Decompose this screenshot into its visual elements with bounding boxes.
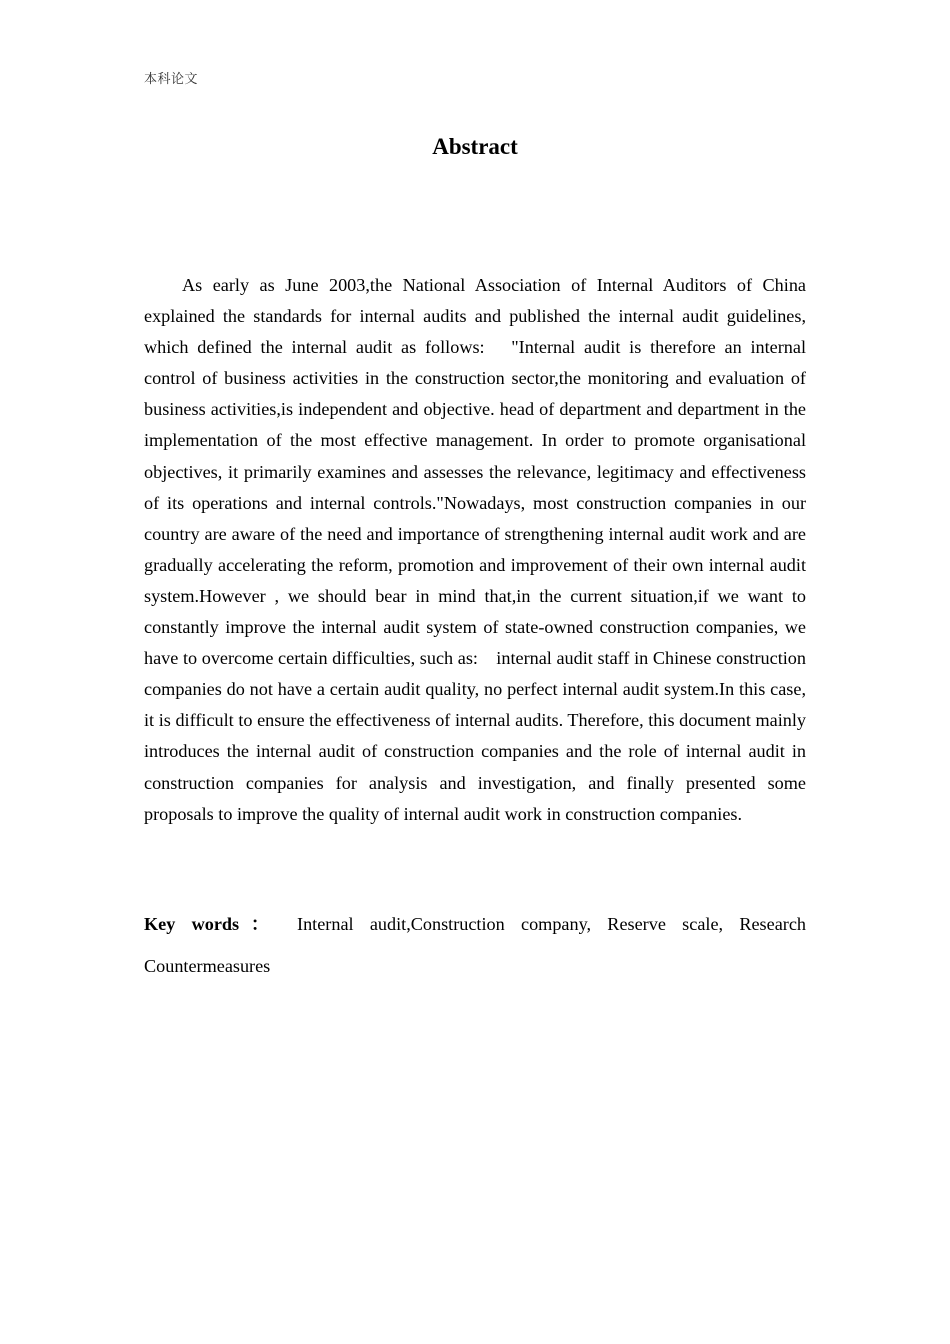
abstract-body: As early as June 2003,the National Association of Internal Auditors of China explained the standards for internal audits and published the internal audit guidelines, which defined the internal audit as follows: "Internal audit is therefore an internal control of business activities in the construction sector,the monitoring and evaluation of business activities,is independent and objective. head of department and department in the implementation of the most effective management. In order to promote organisational objectives, it primarily examines and assesses the relevance, legitimacy and effectiveness of its operations and internal controls."Nowadays, most construction companies in our country are aware of the need and importance of strengthening internal audit work and are gradually accelerating the reform, promotion and improvement of their own internal audit system.However , we should bear in mind that,in the current situation,if we want to constantly improve the internal audit system of state-owned construction companies, we have to overcome certain difficulties, such as: internal audit staff in Chinese construction companies do not have a certain audit quality, no perfect internal audit system.In this case, it is difficult to ensure the effectiveness of internal audits. Therefore, this document mainly introduces the internal audit of construction companies and the role of internal audit in construction companies for analysis and investigation, and finally presented some proposals to improve the quality of internal audit work in construction companies. [144,275,806,824]
keywords-text: Internal audit,Construction company, Reserve scale, Research Countermeasures [144,914,806,976]
abstract-title: Abstract [432,134,518,159]
running-header: 本科论文 [144,72,199,87]
keywords-label: Key words： [144,914,281,934]
keywords-section [144,903,806,987]
